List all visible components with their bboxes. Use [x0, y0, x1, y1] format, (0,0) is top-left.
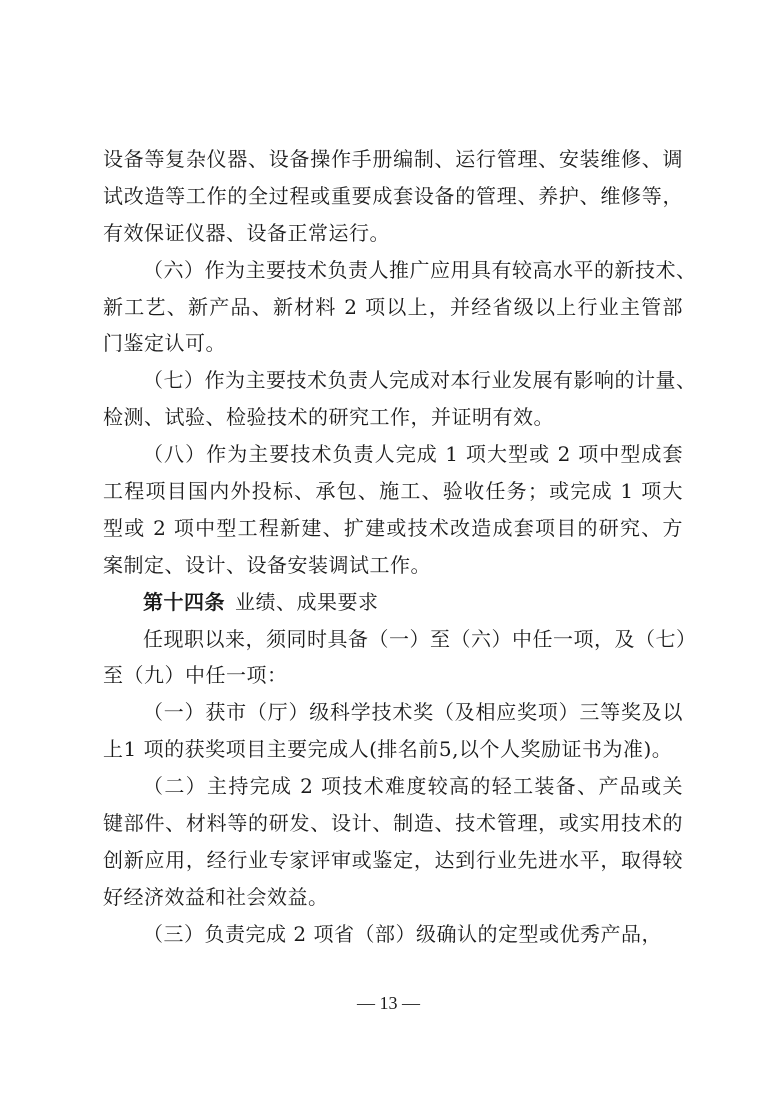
text-line: 键部件、材料等的研发、设计、制造、技术管理，或实用技术的 [103, 811, 683, 836]
article-heading-line [103, 584, 683, 621]
text-line: 好经济效益和社会效益。 [103, 884, 329, 909]
text-line: 有效保证仪器、设备正常运行。 [103, 220, 390, 245]
text-line: 新工艺、新产品、新材料 2 项以上，并经省级以上行业主管部 [103, 294, 683, 319]
text-line: 试改造等工作的全过程或重要成套设备的管理、养护、维修等， [103, 183, 683, 208]
article-number: 第十四条 [143, 589, 225, 614]
text-line: （二）主持完成 2 项技术难度较高的轻工装备、产品或关 [143, 774, 683, 799]
text-line: （八）作为主要技术负责人完成 1 项大型或 2 项中型成套 [143, 442, 683, 467]
text-line: （七）作为主要技术负责人完成对本行业发展有影响的计量、 [143, 368, 697, 393]
page-number: — 13 — [357, 993, 420, 1013]
text-line: 门鉴定认可。 [103, 331, 226, 356]
text-line: 型或 2 项中型工程新建、扩建或技术改造成套项目的研究、方 [103, 515, 683, 540]
text-line: 案制定、设计、设备安装调试工作。 [103, 552, 431, 577]
text-line: 设备等复杂仪器、设备操作手册编制、运行管理、安装维修、调 [103, 147, 683, 171]
text-line: 检测、试验、检验技术的研究工作，并证明有效。 [103, 405, 554, 430]
article-title: 业绩、成果要求 [235, 589, 379, 614]
text-line: （六）作为主要技术负责人推广应用具有较高水平的新技术、 [143, 257, 697, 282]
text-line: （三）负责完成 2 项省（部）级确认的定型或优秀产品， [143, 921, 662, 946]
text-line: 至（九）中任一项： [103, 663, 288, 688]
text-line: 任现职以来，须同时具备（一）至（六）中任一项，及（七） [143, 626, 697, 651]
text-line: 上1 项的获奖项目主要完成人(排名前5,以个人奖励证书为准)。 [103, 737, 673, 762]
document-body [103, 141, 697, 953]
text-line: 创新应用，经行业专家评审或鉴定，达到行业先进水平，取得较 [103, 847, 683, 872]
text-line: 工程项目国内外投标、承包、施工、验收任务；或完成 1 项大 [103, 479, 683, 504]
text-line: （一）获市（厅）级科学技术奖（及相应奖项）三等奖及以 [143, 700, 683, 725]
